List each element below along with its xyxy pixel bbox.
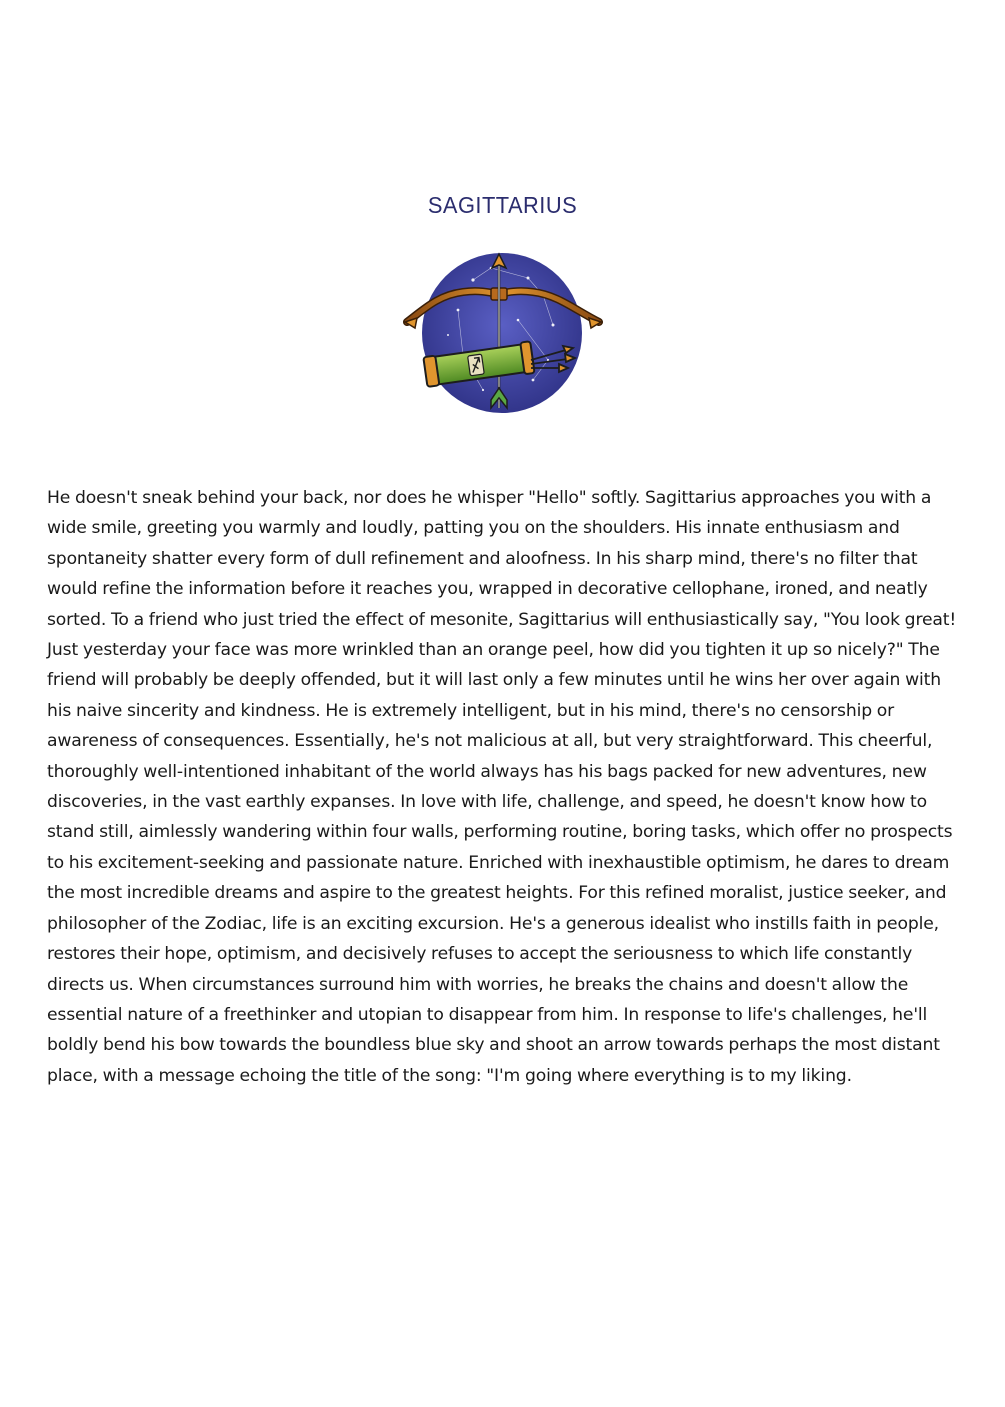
sky-disc: [422, 253, 582, 413]
page-title: SAGITTARIUS: [427, 192, 578, 218]
sagittarius-emblem-icon: [403, 250, 603, 416]
body-text: [47, 483, 962, 1091]
main-paragraph: He doesn't sneak behind your back, nor does he whisper "Hello" softly. Sagittarius approaches you with a wide smile, greeting you warmly and loudly, patting you on the shoulders. His innate enthusiasm and spontaneity shatter every form of dull refinement and aloofness. In his sharp mind, there's no filter that would refine the information before it reaches you, wrapped in decorative cellophane, ironed, and neatly sorted. To a friend who just tried the effect of mesonite, Sagittarius will enthusiastically say, "You look great! Just yesterday your face was more wrinkled than an orange peel, how did you tighten it up so nicely?" The friend will probably be deeply offended, but it will last only a few minutes until he wins her over again with his naive sincerity and kindness. He is extremely intelligent, but in his mind, there's no censorship or awareness of consequences. Essentially, he's not malicious at all, but very straightforward. This cheerful, thoroughly well-intentioned inhabitant of the world always has his bags packed for new adventures, new discoveries, in the vast earthly expanses. In love with life, challenge, and speed, he doesn't know how to stand still, aimlessly wandering within four walls, performing routine, boring tasks, which offer no prospects to his excitement-seeking and passionate nature. Enriched with inexhaustible optimism, he dares to dream the most incredible dreams and aspire to the greatest heights. For this refined moralist, justice seeker, and philosopher of the Zodiac, life is an exciting excursion. He's a generous idealist who instills faith in people, restores their hope, optimism, and decisively refuses to accept the seriousness to which life constantly directs us. When circumstances surround him with worries, he breaks the chains and doesn't allow the essential nature of a freethinker and utopian to disappear from him. In response to life's challenges, he'll boldly bend his bow towards the boundless blue sky and shoot an arrow towards perhaps the most distant place, with a message echoing the title of the song: "I'm going where everything is to my liking.: [47, 488, 957, 1086]
